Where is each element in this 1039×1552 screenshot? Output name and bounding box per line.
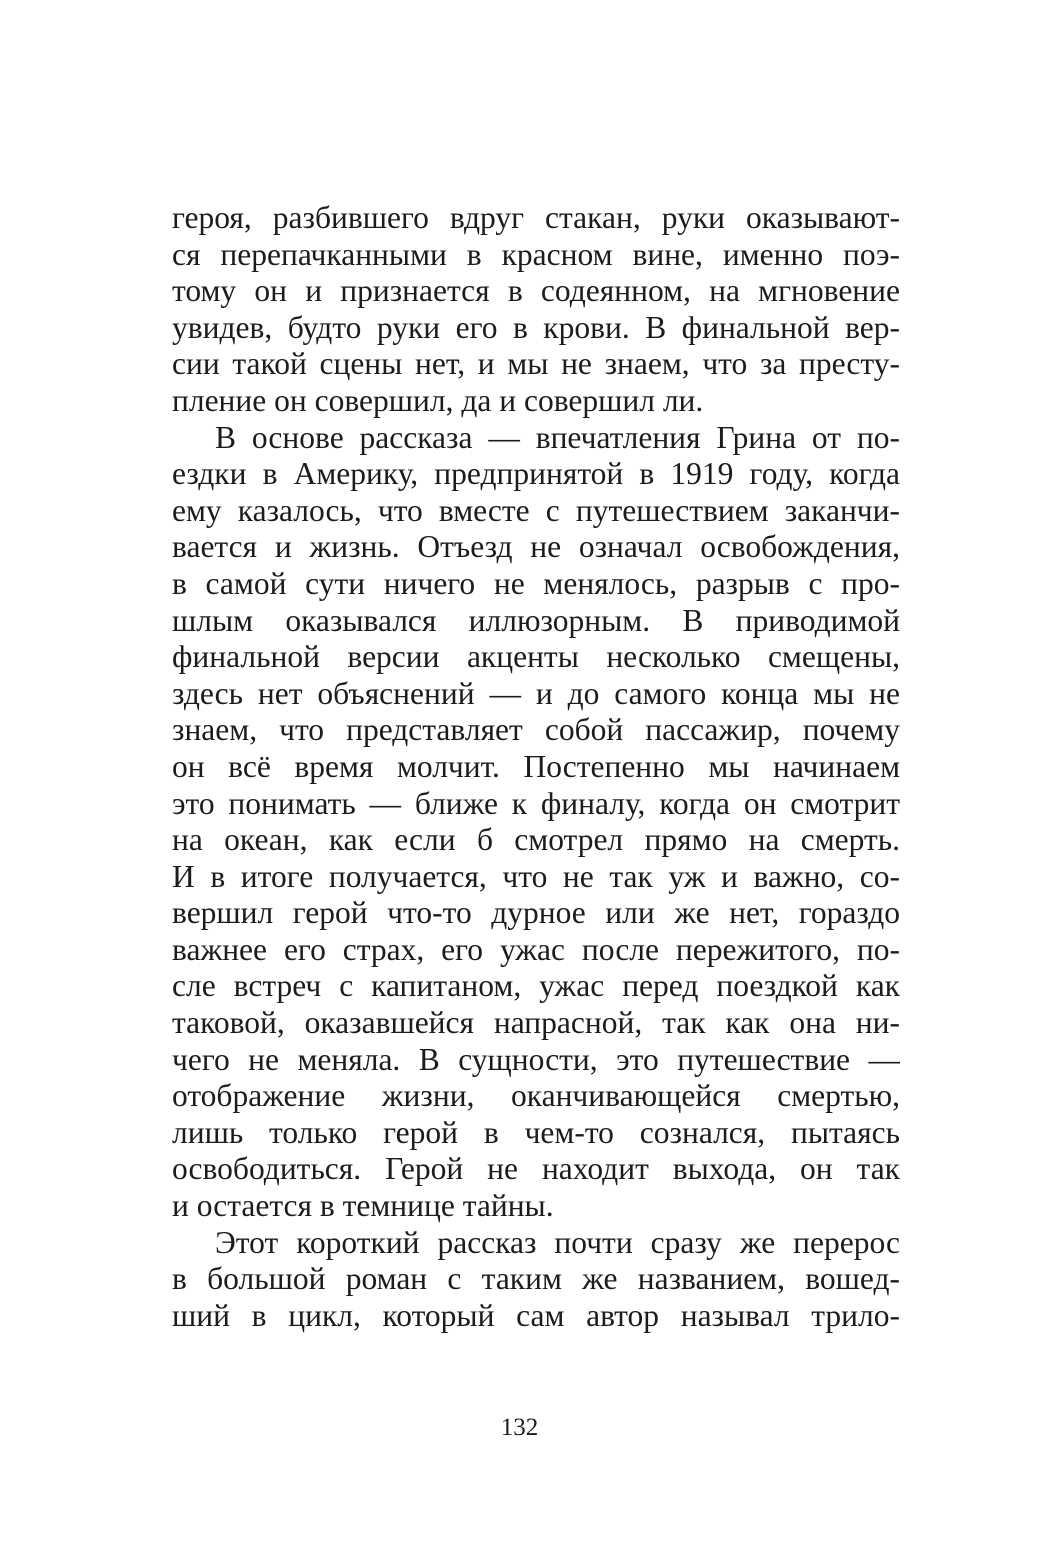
text-line: шлым оказывался иллюзорным. В приводимой bbox=[172, 602, 900, 638]
text-line: сле встреч с капитаном, ужас перед поездкой как bbox=[172, 968, 900, 1004]
text-line: таковой, оказавшейся напрасной, так как она ни- bbox=[172, 1005, 900, 1041]
text-line: увидев, будто руки его в крови. В финальной вер- bbox=[172, 309, 900, 345]
page-number: 132 bbox=[500, 1414, 539, 1441]
text-line: героя, разбившего вдруг стакан, руки оказывают- bbox=[172, 200, 900, 235]
text-line: важнее его страх, его ужас после пережитого, по- bbox=[172, 931, 900, 967]
text-line: тому он и признается в содеянном, на мгновение bbox=[172, 273, 900, 309]
text-line: и остается в темнице тайны. bbox=[172, 1188, 554, 1224]
body-text bbox=[172, 200, 900, 1334]
text-line: В основе рассказа — впечатления Грина от по- bbox=[215, 419, 900, 455]
text-line: освободиться. Герой не находит выхода, он так bbox=[172, 1151, 900, 1187]
text-line: отображение жизни, оканчивающейся смертью, bbox=[172, 1078, 900, 1114]
text-line: на океан, как если б смотрел прямо на смерть. bbox=[172, 822, 900, 858]
text-line: лишь только герой в чем-то сознался, пытаясь bbox=[172, 1114, 900, 1150]
text-line: ему казалось, что вместе с путешествием заканчи- bbox=[172, 492, 900, 528]
text-line: вается и жизнь. Отъезд не означал освобождения, bbox=[172, 529, 900, 565]
text-line: здесь нет объяснений — и до самого конца мы не bbox=[172, 675, 900, 711]
text-line: финальной версии акценты несколько смещены, bbox=[172, 639, 900, 675]
text-line: в большой роман с таким же названием, вошед- bbox=[172, 1261, 900, 1297]
text-line: знаем, что представляет собой пассажир, почему bbox=[172, 712, 900, 748]
text-line: чего не меняла. В сущности, это путешествие — bbox=[172, 1041, 900, 1077]
text-line: И в итоге получается, что не так уж и важно, со- bbox=[172, 858, 900, 894]
text-line: сии такой сцены нет, и мы не знаем, что за престу- bbox=[172, 346, 900, 382]
text-line: ездки в Америку, предпринятой в 1919 году, когда bbox=[172, 456, 900, 492]
text-line: это понимать — ближе к финалу, когда он смотрит bbox=[172, 785, 900, 821]
text-line: в самой сути ничего не менялось, разрыв с про- bbox=[172, 565, 900, 601]
text-line: он всё время молчит. Постепенно мы начинаем bbox=[172, 748, 900, 784]
text-line: пление он совершил, да и совершил ли. bbox=[172, 382, 704, 418]
text-line: Этот короткий рассказ почти сразу же перерос bbox=[215, 1224, 900, 1260]
text-line: ший в цикл, который сам автор называл трило- bbox=[172, 1297, 900, 1333]
text-line: ся перепачканными в красном вине, именно поэ- bbox=[172, 236, 900, 272]
text-line: вершил герой что-то дурное или же нет, гораздо bbox=[172, 895, 900, 931]
